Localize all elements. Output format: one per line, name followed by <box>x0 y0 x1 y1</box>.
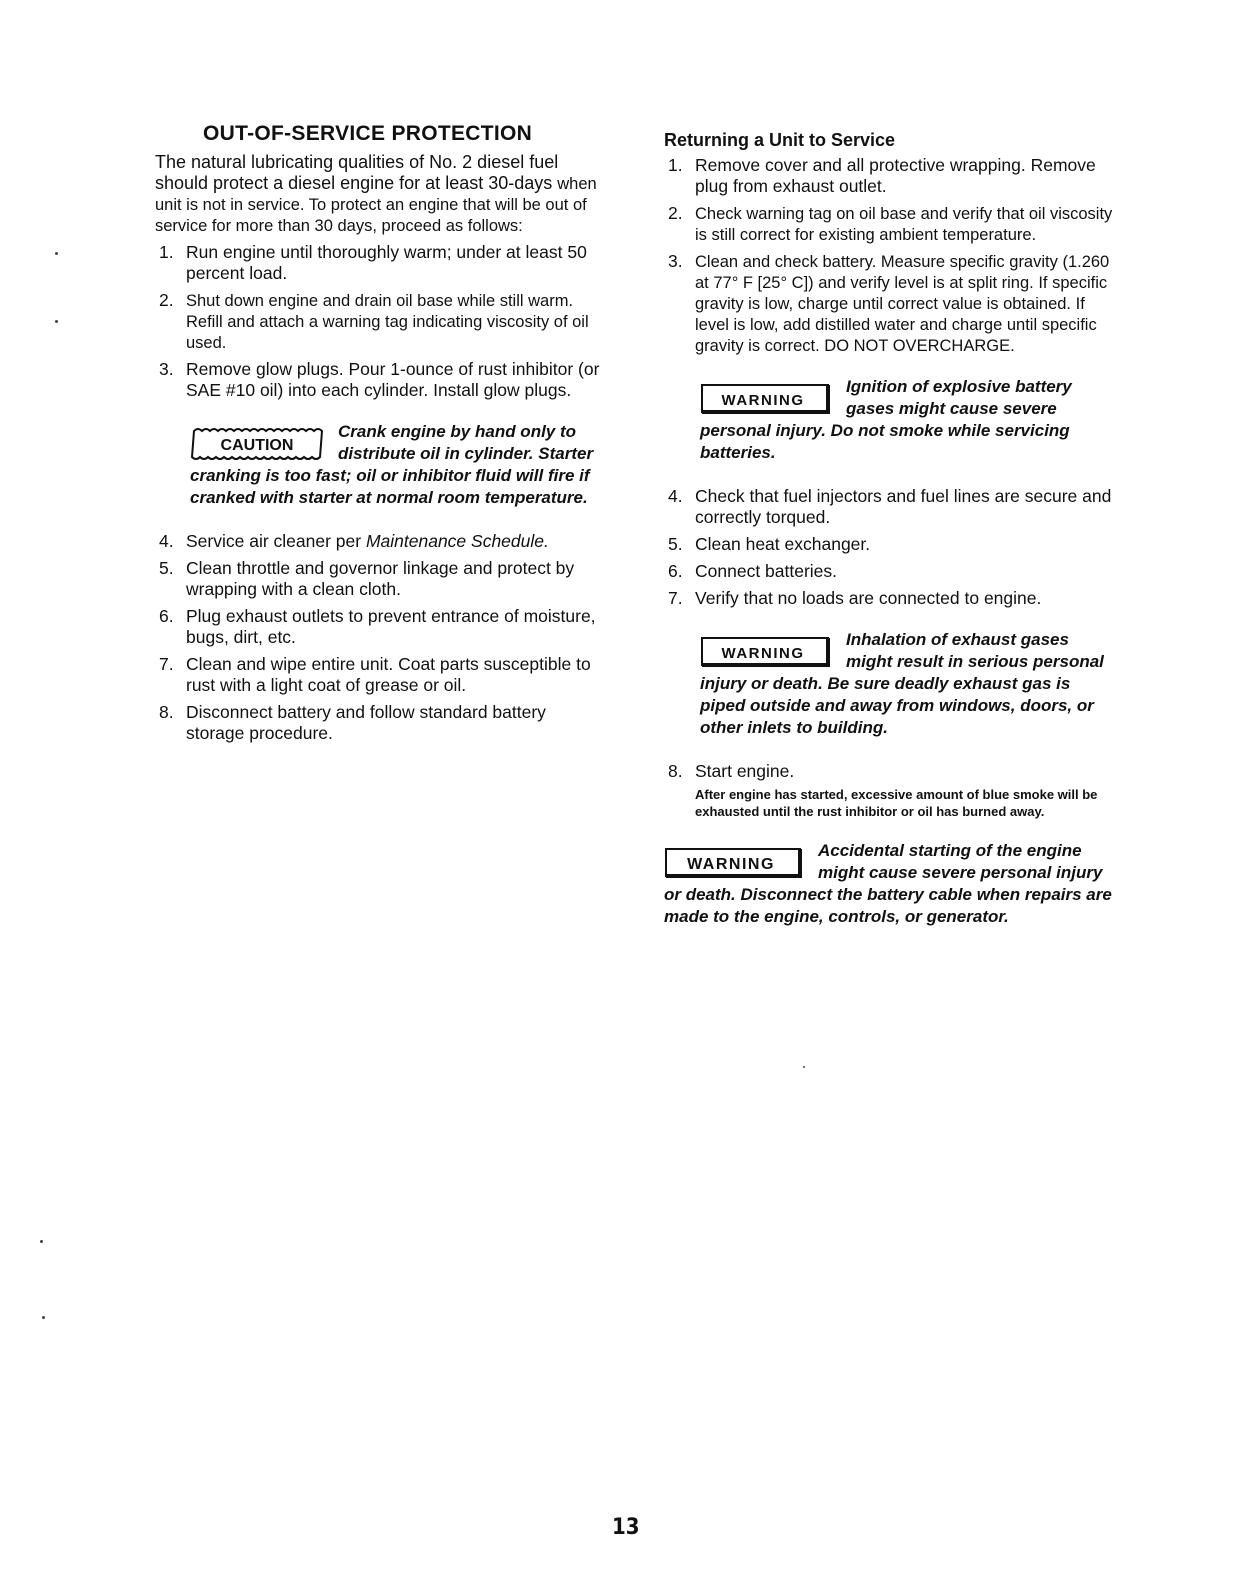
return-to-service-steps-a <box>664 155 1116 356</box>
list-item <box>664 761 1116 782</box>
warning-notice-starting <box>664 840 1116 928</box>
subsection-title: Returning a Unit to Service <box>664 130 896 150</box>
scan-speck <box>55 320 58 323</box>
list-item <box>155 359 607 401</box>
step-text: Clean throttle and governor linkage and protect by wrapping with a clean cloth. <box>186 558 575 599</box>
warning-badge <box>700 382 832 416</box>
step-text: Plug exhaust outlets to prevent entrance of moisture, bugs, dirt, etc. <box>186 606 596 647</box>
warning-badge-label: WARNING <box>687 856 775 873</box>
list-item <box>155 531 607 552</box>
step-text: Verify that no loads are connected to engine. <box>695 588 1042 608</box>
return-to-service-step-8 <box>664 761 1116 782</box>
step-text: Run engine until thoroughly warm; under at least 50 percent load. <box>186 242 587 283</box>
step-number: 6. <box>159 606 174 626</box>
warning-text: Ignition of explosive battery gases might cause severe personal injury. Do not smoke while servicing batteries. <box>700 377 1072 462</box>
caution-badge-icon <box>190 427 324 461</box>
list-item <box>664 251 1116 356</box>
maintenance-schedule-ref: Maintenance Schedule. <box>365 531 549 551</box>
return-to-service-steps-b <box>664 486 1116 609</box>
step-number: 2. <box>668 203 683 223</box>
page-number: 13 <box>612 1515 640 1540</box>
step-text: Clean and check battery. Measure specific gravity (1.260 at 77° F [25° C]) and verify level is at split ring. If specific gravity is low, charge until correct value is obtained. If level is low, add distilled water and charge until specific gravity is correct. DO NOT OVERCHARGE. <box>695 253 1110 355</box>
step-number: 8. <box>668 761 683 781</box>
blue-smoke-note: After engine has started, excessive amount of blue smoke will be exhausted until the rust inhibitor or oil has burned away. <box>695 787 1098 819</box>
intro-paragraph <box>155 152 607 236</box>
list-item <box>155 290 607 353</box>
warning-text: Accidental starting of the engine might cause severe personal injury or death. Disconnect the battery cable when repairs are made to the engine, controls, or generator. <box>664 841 1112 926</box>
warning-text: Inhalation of exhaust gases might result in serious personal injury or death. Be sure deadly exhaust gas is piped outside and away from windows, doors, or other inlets to building. <box>700 630 1104 737</box>
left-column <box>155 122 607 750</box>
step-text: Remove glow plugs. Pour 1-ounce of rust inhibitor (or SAE #10 oil) into each cylinder. Install glow plugs. <box>186 359 600 400</box>
step-text: Disconnect battery and follow standard battery storage procedure. <box>186 702 546 743</box>
scan-speck <box>803 1066 805 1068</box>
step-number: 1. <box>159 242 174 262</box>
warning-badge <box>700 635 832 669</box>
step-text: Start engine. <box>695 761 795 781</box>
list-item <box>664 588 1116 609</box>
list-item <box>155 242 607 284</box>
list-item <box>155 606 607 648</box>
caution-badge-label: CAUTION <box>220 437 294 454</box>
section-title: OUT-OF-SERVICE PROTECTION <box>203 122 533 145</box>
step-number: 2. <box>159 290 174 310</box>
warning-badge-icon <box>700 382 832 416</box>
list-item <box>155 558 607 600</box>
warning-badge-label: WARNING <box>721 392 805 409</box>
right-column <box>664 122 1116 950</box>
caution-notice <box>190 421 607 509</box>
warning-notice-battery <box>700 376 1116 464</box>
step-number: 5. <box>159 558 174 578</box>
step-text: Connect batteries. <box>695 561 838 581</box>
intro-text-2: when unit is not in service. To protect an engine that will be out of service for more than 30 days, proceed as follows: <box>155 175 597 235</box>
list-item <box>155 702 607 744</box>
step-number: 1. <box>668 155 683 175</box>
scan-speck <box>42 1316 45 1319</box>
intro-text-1: The natural lubricating qualities of No. 2 diesel fuel should protect a diesel engine for at least 30-days <box>155 152 559 193</box>
scan-speck <box>40 1240 43 1243</box>
step-text: Check that fuel injectors and fuel lines are secure and correctly torqued. <box>695 486 1112 527</box>
list-item <box>664 534 1116 555</box>
step-number: 7. <box>668 588 683 608</box>
step-number: 3. <box>668 251 683 271</box>
warning-notice-exhaust <box>700 629 1116 739</box>
step-number: 4. <box>159 531 174 551</box>
step-text: Clean and wipe entire unit. Coat parts susceptible to rust with a light coat of grease or oil. <box>186 654 591 695</box>
caution-badge <box>190 427 324 461</box>
step-number: 5. <box>668 534 683 554</box>
list-item <box>664 155 1116 197</box>
step-text: Shut down engine and drain oil base while still warm. Refill and attach a warning tag indicating viscosity of oil used. <box>186 292 589 352</box>
list-item <box>155 654 607 696</box>
step-number: 3. <box>159 359 174 379</box>
step-number: 6. <box>668 561 683 581</box>
caution-text: Crank engine by hand only to distribute oil in cylinder. Starter cranking is too fast; oil or inhibitor fluid will fire if cranked with starter at normal room temperature. <box>190 422 594 507</box>
list-item <box>664 561 1116 582</box>
step-number: 7. <box>159 654 174 674</box>
scan-speck <box>55 252 58 255</box>
step-text: Service air cleaner per <box>186 531 366 551</box>
warning-badge <box>664 846 804 880</box>
step-number: 8. <box>159 702 174 722</box>
warning-badge-icon <box>664 846 804 880</box>
list-item <box>664 486 1116 528</box>
step-text: Clean heat exchanger. <box>695 534 871 554</box>
step-text: Check warning tag on oil base and verify that oil viscosity is still correct for existing ambient temperature. <box>695 205 1113 244</box>
warning-badge-icon <box>700 635 832 669</box>
list-item <box>664 203 1116 245</box>
step-number: 4. <box>668 486 683 506</box>
out-of-service-steps-a <box>155 242 607 401</box>
warning-badge-label: WARNING <box>721 645 805 662</box>
step-text: Remove cover and all protective wrapping. Remove plug from exhaust outlet. <box>695 155 1096 196</box>
out-of-service-steps-b <box>155 531 607 744</box>
